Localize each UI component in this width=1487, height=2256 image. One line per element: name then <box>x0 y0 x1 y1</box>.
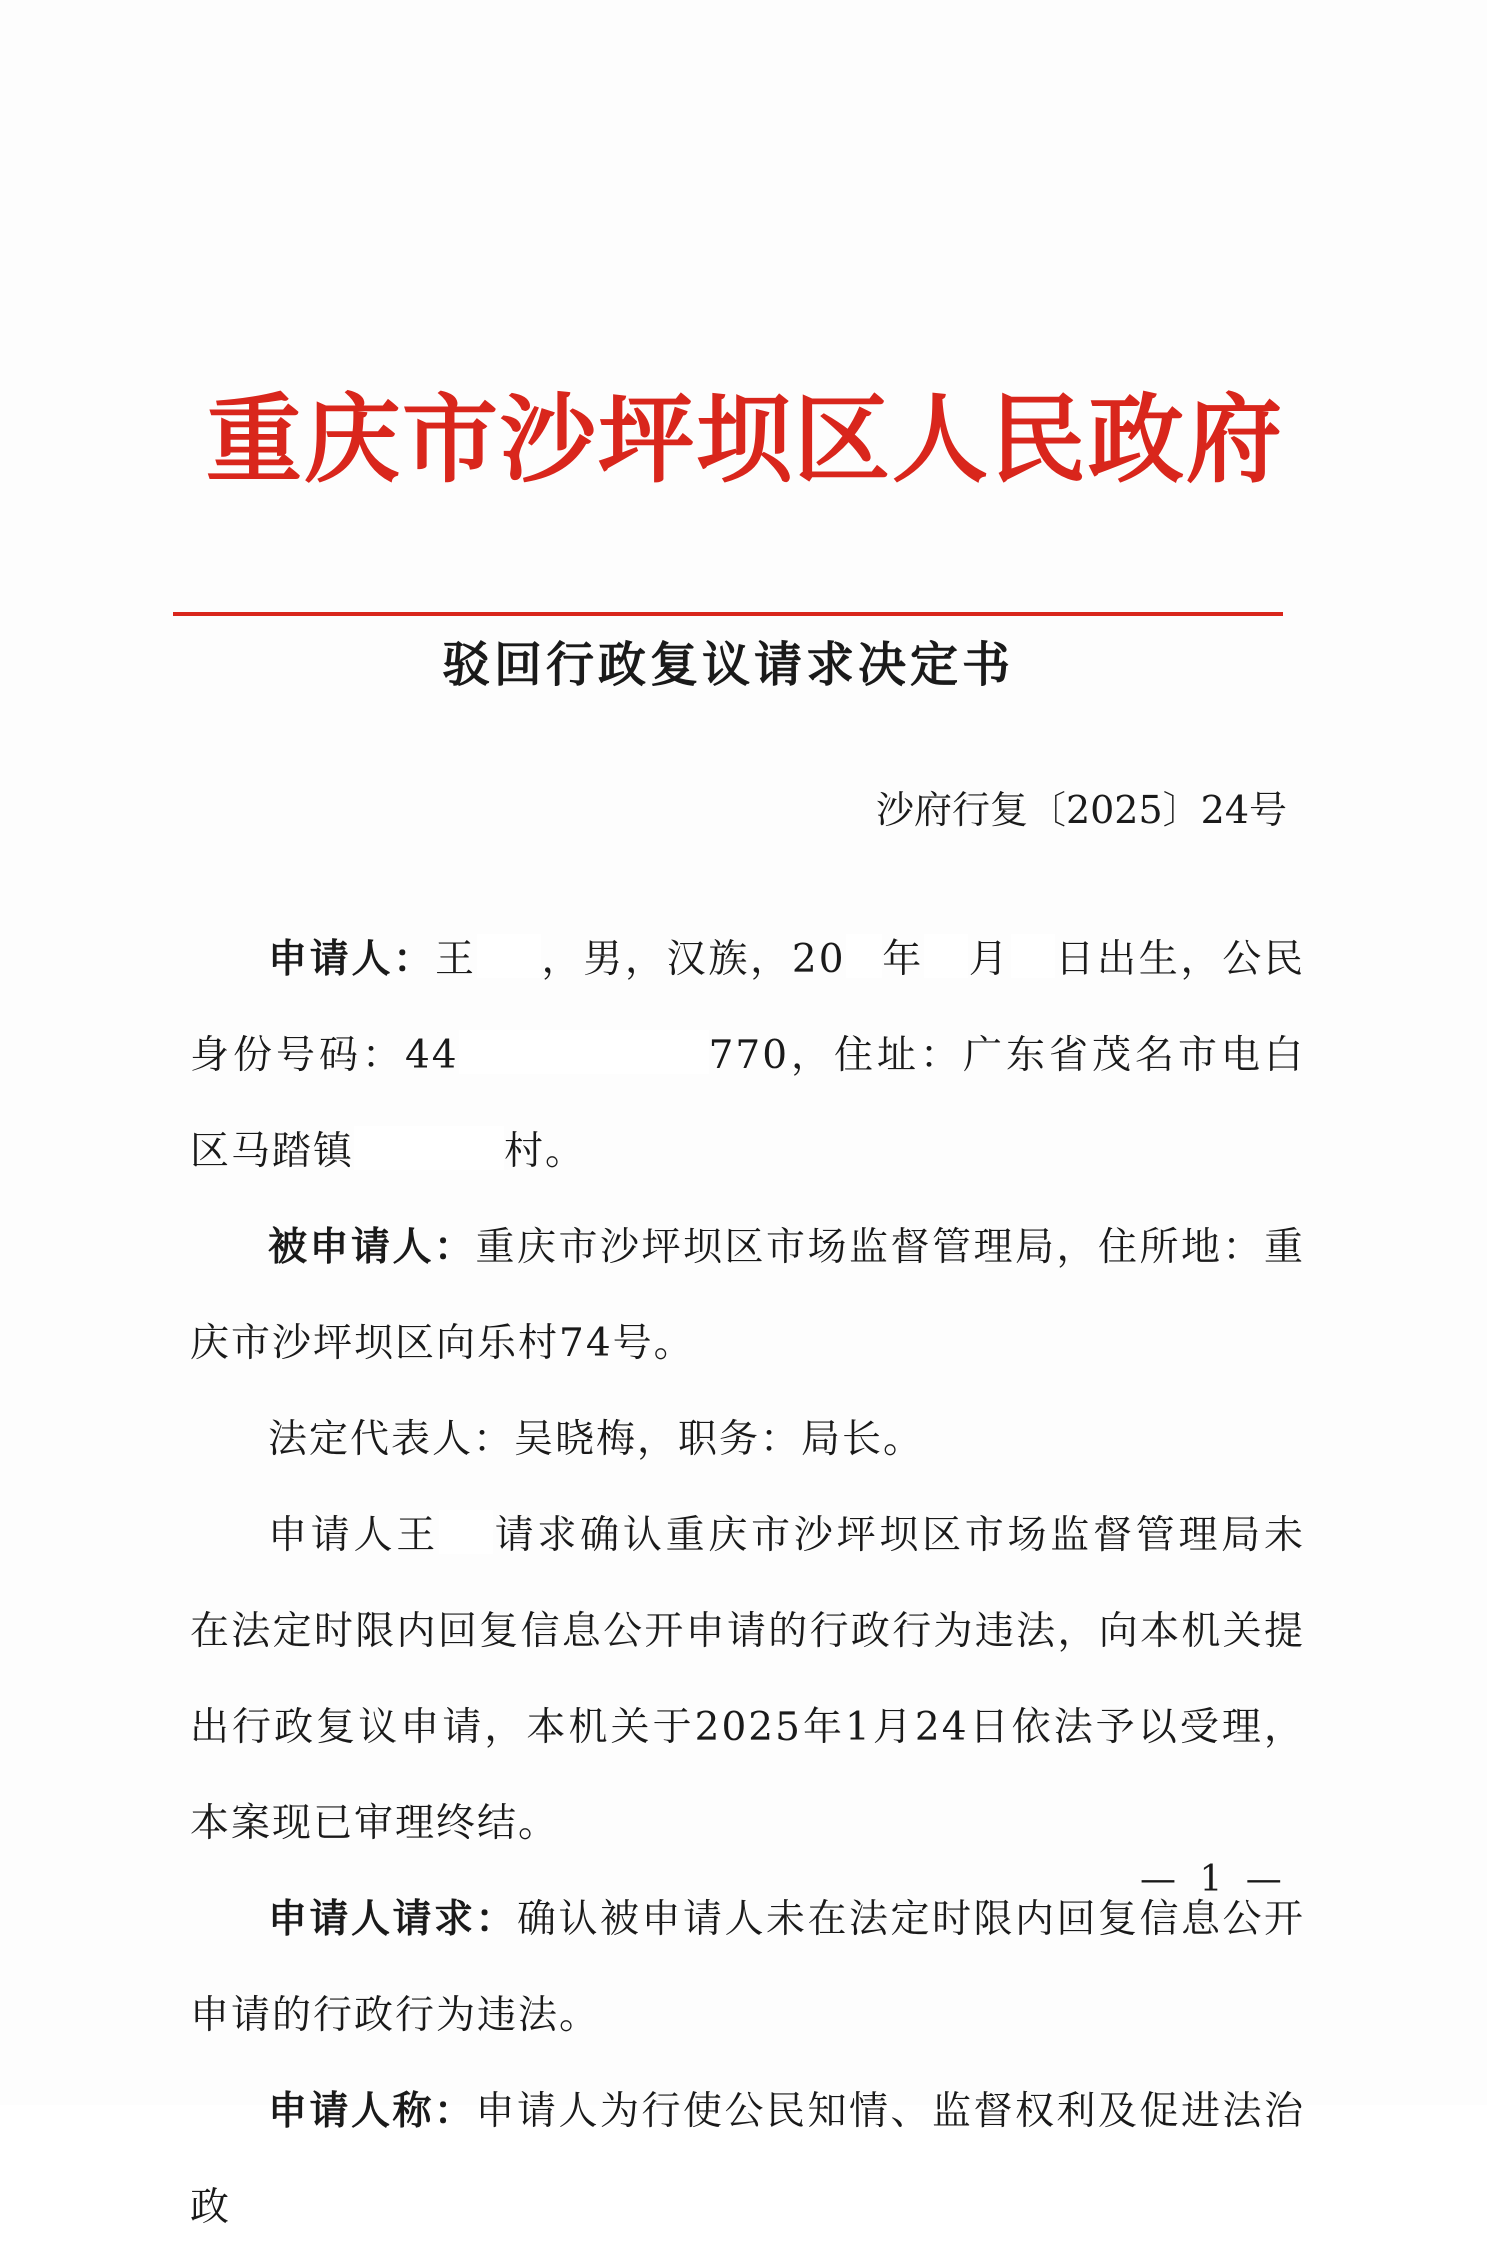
applicant-text-2: ，男，汉族，20 <box>540 937 846 982</box>
request-label: 申请人请求： <box>268 1897 517 1942</box>
document-number: 沙府行复〔2025〕24号 <box>875 788 1287 832</box>
applicant-text-7: 村。 <box>504 1129 587 1174</box>
case-intro-text-1: 申请人王 <box>268 1513 439 1558</box>
legal-representative-text: 法定代表人：吴晓梅，职务：局长。 <box>268 1417 925 1462</box>
respondent-paragraph <box>190 1200 1305 1392</box>
page-number: — 1 — <box>1140 1859 1288 1900</box>
case-intro-paragraph <box>190 1488 1305 1872</box>
legal-representative-paragraph <box>190 1392 1305 1488</box>
document-title: 驳回行政复议请求决定书 <box>441 637 1014 693</box>
redaction-block <box>924 934 968 978</box>
applicant-text-1: 王 <box>434 937 477 982</box>
applicant-text-4: 月 <box>968 937 1011 982</box>
case-intro-text-2: 请求确认重庆市沙坪坝区市场监督管理局未在法定时限内回复信息公开申请的行政行为违法，向本机关提出行政复议申请，本机关于2025年1月24日依法予以受理，本案现已审理终结。 <box>190 1513 1305 1846</box>
redaction-block <box>1011 934 1055 978</box>
claims-label: 申请人称： <box>268 2089 476 2134</box>
applicant-text-6: 770，住址：广东省茂名市电白区马踏镇 <box>190 1033 1305 1174</box>
respondent-label: 被申请人： <box>268 1225 476 1270</box>
redaction-block <box>459 1030 709 1074</box>
applicant-text-5: 日出生，公民身份号码：44 <box>190 937 1305 1078</box>
redaction-block <box>477 934 541 978</box>
redaction-block <box>439 1510 493 1554</box>
document-body <box>190 912 1305 2256</box>
letterhead-issuer: 重庆市沙坪坝区人民政府 <box>206 383 1284 496</box>
claims-text: 申请人为行使公民知情、监督权利及促进法治政 <box>190 2089 1305 2230</box>
request-paragraph <box>190 1872 1305 2064</box>
claims-paragraph <box>190 2064 1305 2256</box>
applicant-text-3: 年 <box>881 937 925 982</box>
respondent-text: 重庆市沙坪坝区市场监督管理局，住所地：重庆市沙坪坝区向乐村74号。 <box>190 1225 1305 1366</box>
letterhead-red-rule <box>173 612 1283 616</box>
request-text: 确认被申请人未在法定时限内回复信息公开申请的行政行为违法。 <box>190 1897 1305 2038</box>
applicant-paragraph <box>190 912 1305 1200</box>
redaction-block <box>846 934 882 978</box>
applicant-label: 申请人： <box>268 937 435 982</box>
redaction-block <box>354 1126 504 1170</box>
